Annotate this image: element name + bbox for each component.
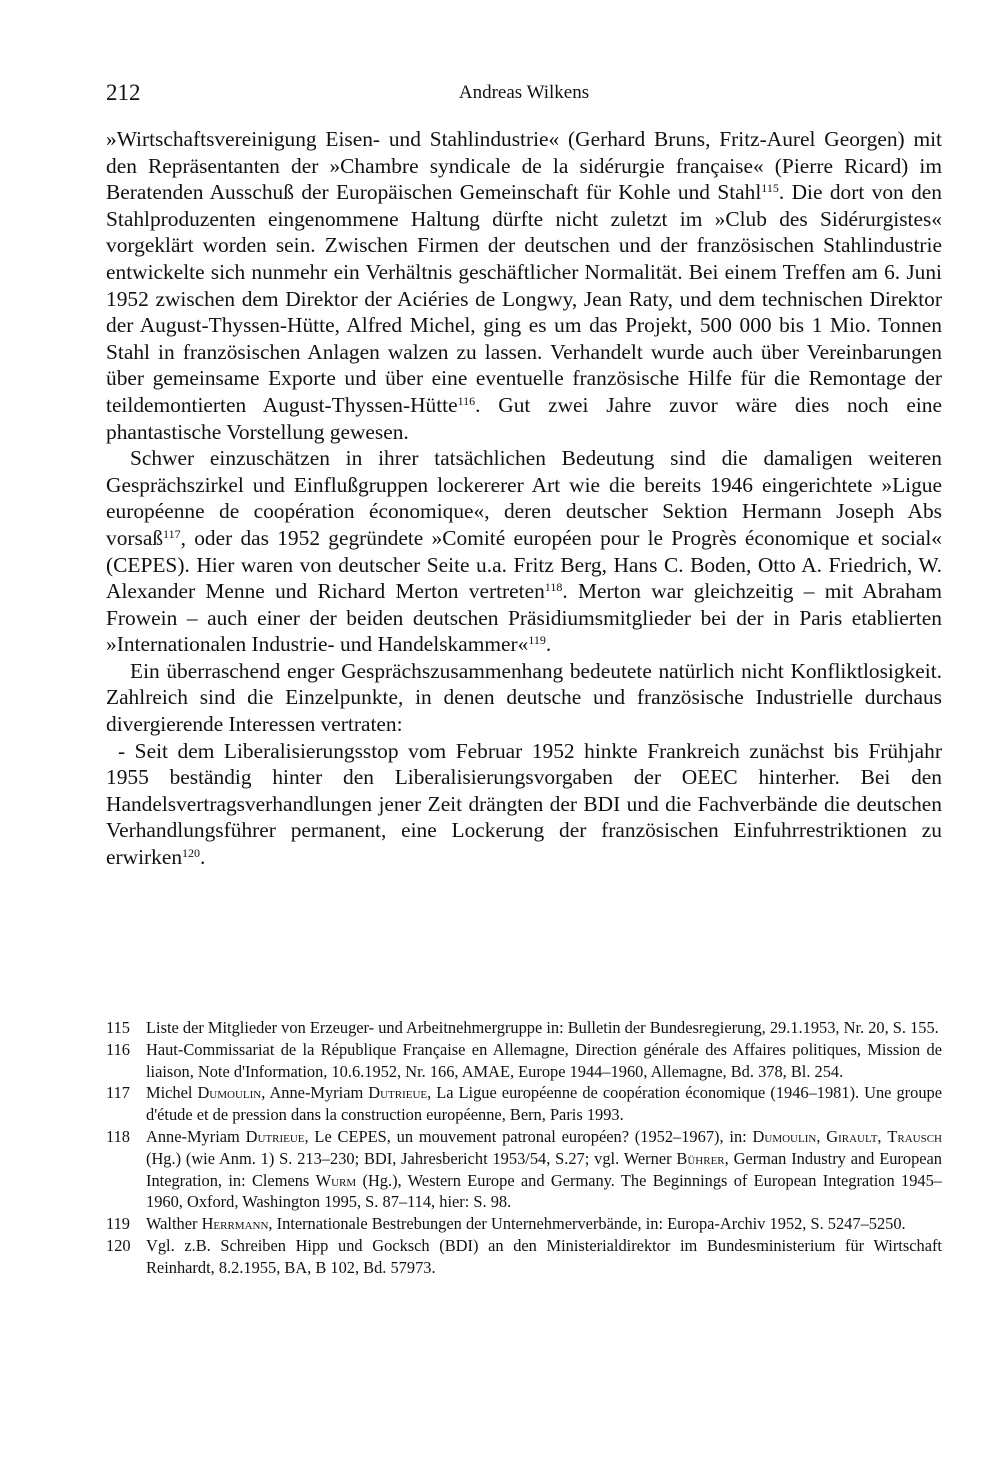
footnote xyxy=(106,1082,942,1126)
text-run: . Gut zwei Jahre zuvor wäre dies noch eine phantastische Vorstellung gewesen. xyxy=(106,392,942,444)
author-name: Wurm xyxy=(315,1170,357,1190)
footnote-ref[interactable]: 119 xyxy=(528,633,546,648)
list-paragraph xyxy=(106,738,942,871)
footnote-ref[interactable]: 117 xyxy=(163,526,181,541)
running-title: Andreas Wilkens xyxy=(458,82,590,103)
author-name: Dutrieue xyxy=(245,1126,305,1146)
text-run: »Wirtschaftsvereinigung Eisen- und Stahlindustrie« (Gerhard Bruns, Fritz-Aurel Georgen) mit den Repräsentanten der »Chambre syndicale de la sidérurgie française« (Pierre Ricard) im Beratenden Ausschuß der Europäischen Gemeinschaft für Kohle und Stahl xyxy=(106,127,942,205)
author-name: Trausch xyxy=(887,1126,942,1146)
text-run: Schwer einzuschätzen in ihrer tatsächlichen Bedeutung sind die damaligen weiteren Gesprächszirkel und Einflußgruppen lockererer Art wie die bereits 1946 eingerichtete »Ligue européenne de coopération économique«, deren deutscher Sektion Hermann Joseph Abs vorsaß xyxy=(106,446,942,550)
footnote-number: 120 xyxy=(106,1235,131,1255)
author-name: Dutrieue xyxy=(368,1083,428,1103)
footnote xyxy=(106,1039,942,1083)
footnote-text: Haut-Commissariat de la République Française en Allemagne, Direction générale des Affaires politiques, Mission de liaison, Note d'Information, 10.6.1952, Nr. 166, AMAE, Europe 1944–1960, Allemagne, Bd. 378, Bl. 254. xyxy=(146,1039,942,1081)
paragraph xyxy=(106,445,942,658)
footnote xyxy=(106,1017,942,1039)
footnote-ref[interactable]: 115 xyxy=(761,181,779,196)
author-name: Dumoulin xyxy=(752,1126,817,1146)
footnote-number: 118 xyxy=(106,1126,130,1146)
page-number: 212 xyxy=(106,80,141,105)
footnote-ref[interactable]: 120 xyxy=(182,846,201,861)
text-run: . Merton war gleichzeitig – mit Abraham Frowein – auch einer der beiden deutschen Präsidiumsmitglieder bei der in Paris etablierten »Internationalen Industrie- und Handelskammer« xyxy=(106,579,942,657)
main-text xyxy=(106,126,942,871)
footnote xyxy=(106,1213,942,1235)
footnote-text: Michel Dumoulin, Anne-Myriam Dutrieue, La Ligue européenne de coopération économique (1946–1981). Une groupe d'étude et de pression dans la construction européenne, Bern, Paris 1993. xyxy=(146,1083,942,1125)
text-run: - Seit dem Liberalisierungsstop vom Februar 1952 hinkte Frankreich zunächst bis Frühjahr 1955 beständig hinter den Liberalisierungsvorgaben der OEEC hinterher. Bei den Handelsvertragsverhandlungen jener Zeit drängten der BDI und die Fachverbände die deutschen Verhandlungsführer permanent, eine Lockerung der französischen Einfuhrrestriktionen zu erwirken xyxy=(106,738,942,870)
footnote xyxy=(106,1235,942,1279)
text-run: , oder das 1952 gegründete »Comité européen pour le Progrès économique et social« (CEPES). Hier waren von deutscher Seite u.a. Fritz Berg, Hans C. Boden, Otto A. Friedrich, W. Alexander Menne und Richard Merton vertreten xyxy=(106,525,942,604)
footnote-text: Liste der Mitglieder von Erzeuger- und Arbeitnehmergruppe in: Bulletin der Bundesregierung, 29.1.1953, Nr. 20, S. 155. xyxy=(146,1018,939,1037)
footnote-text: Vgl. z.B. Schreiben Hipp und Gocksch (BDI) an den Ministerialdirektor im Bundesministerium für Wirtschaft Reinhardt, 8.2.1955, BA, B 102, Bd. 57973. xyxy=(146,1235,942,1277)
text-run: . Die dort von den Stahlproduzenten eingenommene Haltung dürfte nicht zuletzt im »Club des Sidérurgistes« vorgeklärt worden sein. Zwischen Firmen der deutschen und der französischen Stahlindustrie entwickelte sich nunmehr ein Verhältnis geschäftlicher Normalität. Bei einem Treffen am 6. Juni 1952 zwischen dem Direktor der Aciéries de Longwy, Jean Raty, und dem technischen Direktor der August-Thyssen-Hütte, Alfred Michel, ging es um das Projekt, 500 000 bis 1 Mio. Tonnen Stahl in französischen Anlagen walzen zu lassen. Verhandelt wurde auch über Vereinbarungen über gemeinsame Exporte und über eine eventuelle französische Hilfe für die Remontage der teildemontierten August-Thyssen-Hütte xyxy=(106,180,942,417)
running-head xyxy=(106,76,942,110)
text-run: . xyxy=(200,845,206,870)
footnote-text: Walther Herrmann, Internationale Bestrebungen der Unternehmerverbände, in: Europa-Archiv 1952, S. 5247–5250. xyxy=(146,1214,906,1234)
footnote-number: 119 xyxy=(106,1214,130,1234)
footnotes xyxy=(106,1017,942,1279)
footnote-number: 116 xyxy=(106,1039,130,1059)
author-name: Girault xyxy=(826,1126,878,1146)
author-name: Herrmann xyxy=(201,1214,269,1234)
footnote-ref[interactable]: 116 xyxy=(457,393,476,408)
footnote-number: 115 xyxy=(106,1018,130,1037)
text-run: . xyxy=(545,632,552,657)
footnote-number: 117 xyxy=(106,1083,130,1103)
footnote-text: Anne-Myriam Dutrieue, Le CEPES, un mouvement patronal européen? (1952–1967), in: Dumoulin, Girault, Trausch (Hg.) (wie Anm. 1) S. 213–230; BDI, Jahresbericht 1953/54, S.27; vgl. Werner Bührer, German Industry and European Integration, in: Clemens Wurm (Hg.), Western Europe and Germany. The Beginnings of European Integration 1945–1960, Oxford, Washington 1995, S. 87–114, hier: S. 98. xyxy=(146,1126,943,1212)
author-name: Bührer xyxy=(676,1148,725,1168)
footnote-ref[interactable]: 118 xyxy=(544,580,563,595)
author-name: Dumoulin xyxy=(197,1083,262,1103)
paragraph xyxy=(106,126,942,445)
footnote xyxy=(106,1126,942,1213)
paragraph: Ein überraschend enger Gesprächszusammenhang bedeutete natürlich nicht Konfliktlosigkeit. Zahlreich sind die Einzelpunkte, in denen deutsche und französische Industrielle durchaus divergierende Interessen vertraten: xyxy=(106,658,942,737)
